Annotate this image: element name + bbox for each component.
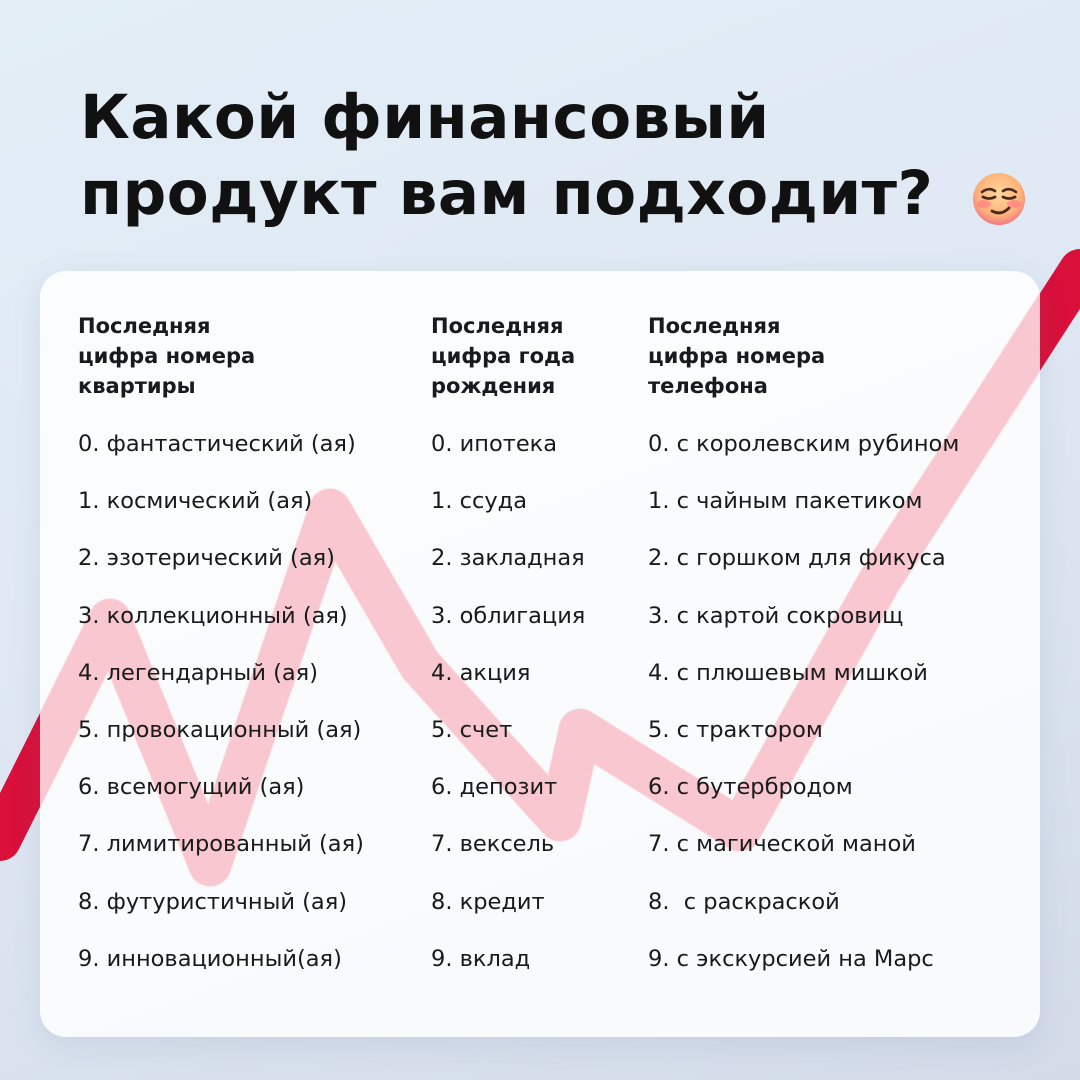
list-item: 6. всемогущий (ая) [78,774,305,801]
list-item: 3. облигация [431,602,586,629]
list-item: 7. вексель [431,831,555,858]
list-item: 3. с картой сокровищ [648,602,904,629]
content-card [40,271,1040,1037]
list-item: 1. космический (ая) [78,488,313,515]
page-title [80,80,933,232]
title-line-2: продукт вам подходит? [80,158,934,229]
list-item: 6. с бутербродом [648,774,853,801]
list-item: 0. ипотека [431,431,558,457]
list-item: 2. с горшком для фикуса [648,545,946,572]
list-item: 1. с чайным пакетиком [648,488,923,515]
list-item: 8. с раскраской [648,888,840,915]
list-item: 7. с магической маной [648,831,916,858]
column-heading: Последняя цифра номера телефона [648,314,826,398]
column-heading: Последняя цифра года рождения [431,314,576,398]
list-item: 9. с экскурсией на Марс [648,945,934,972]
list-item: 3. коллекционный (ая) [78,602,348,629]
list-item: 6. депозит [431,774,558,801]
list-item: 8. кредит [431,888,545,915]
list-item: 2. закладная [431,545,585,572]
list-item: 5. с трактором [648,716,823,743]
list-item: 2. эзотерический (ая) [78,545,335,572]
list-item: 8. футуристичный (ая) [78,888,348,915]
title-line-1: Какой финансовый [80,82,770,153]
smirking-face-icon [970,170,1028,228]
column-phone [648,311,1038,1001]
list-item: 5. счет [431,716,513,743]
list-item: 0. фантастический (ая) [78,431,356,457]
list-item: 4. акция [431,659,531,686]
column-birth-year [431,311,646,1001]
list-item: 4. легендарный (ая) [78,659,318,686]
list-item: 9. инновационный(ая) [78,945,342,972]
list-item: 5. провокационный (ая) [78,716,362,743]
column-heading: Последняя цифра номера квартиры [78,314,256,398]
list-item: 4. с плюшевым мишкой [648,659,928,686]
list-item: 9. вклад [431,945,531,972]
list-item: 0. с королевским рубином [648,431,960,457]
column-apartment [78,311,428,1001]
list-item: 7. лимитированный (ая) [78,831,364,858]
list-item: 1. ссуда [431,488,528,515]
